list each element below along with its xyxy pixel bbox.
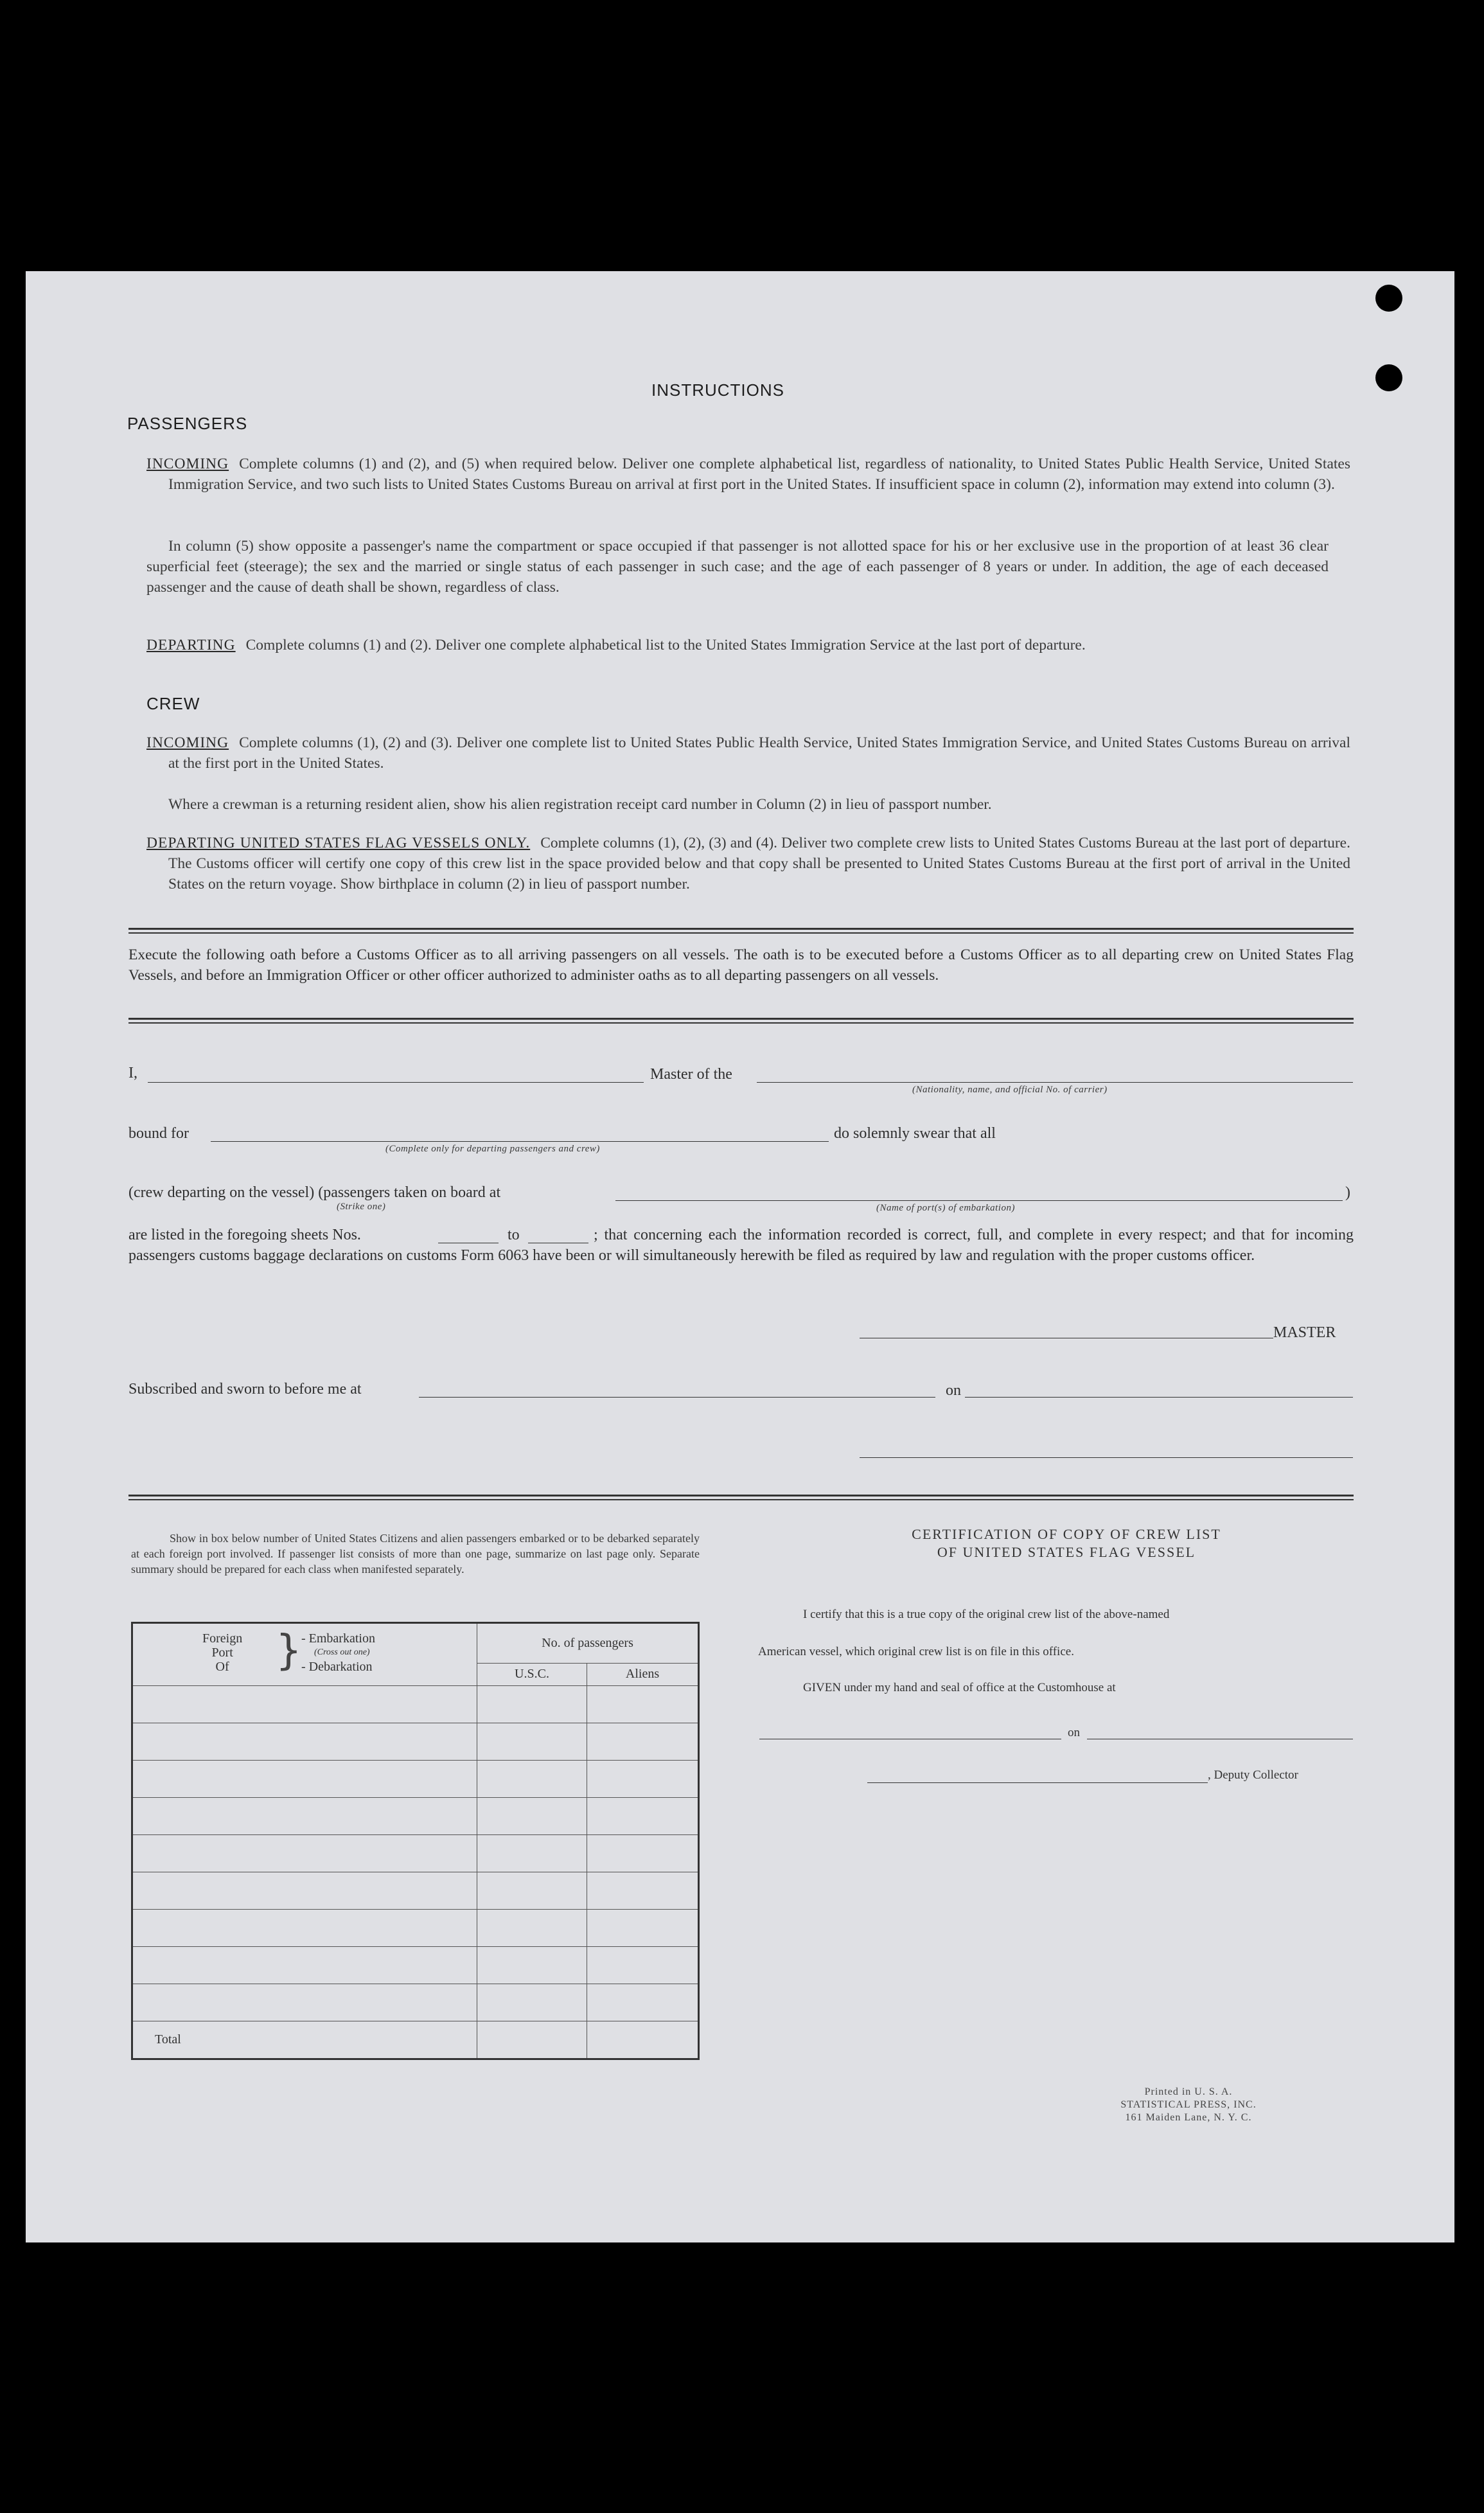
aliens-cell[interactable] [587,1798,699,1835]
crew-incoming-label: INCOMING [146,734,229,751]
passengers-departing-label: DEPARTING [146,637,236,653]
crew-departing-text: Complete columns (1), (2), (3) and (4). Deliver two complete crew lists to United States Customs Bureau at the last port of departure. The Customs officer will certify one copy of this crew list in the space provided below and that copy shall be presented to United States Customs Bureau at the first port of arrival in the United States on the return voyage. Show birthplace in column (2) in lieu of passport number. [168,835,1350,892]
bound-for-label: bound for [128,1125,189,1142]
port-cell[interactable] [132,1761,477,1798]
aliens-cell[interactable] [587,1984,699,2021]
aliens-cell[interactable] [587,1872,699,1910]
passengers-departing-text: Complete columns (1) and (2). Deliver one complete alphabetical list to the United States Immigration Service at the last port of departure. [245,637,1086,653]
no-of-passengers-header: No. of passengers [477,1623,699,1664]
usc-cell[interactable] [477,1686,587,1723]
table-row [132,1872,699,1910]
printer-line2: STATISTICAL PRESS, INC. [1120,2099,1257,2110]
passengers-column5-paragraph: In column (5) show opposite a passenger's name the compartment or space occupied if that passenger is not allotted space for his or her exclusive use in the proportion of at least 36 clear superficial feet (steerage); the sex and the married or single status of each passenger in such case; and the age of each passenger of 8 years or under. In addition, the age of each deceased passenger and the cause of death shall be shown, regardless of class. [146,538,1329,596]
port-cell[interactable] [132,1872,477,1910]
usc-cell[interactable] [477,1984,587,2021]
certification-text2: American vessel, which original crew list is on file in this office. [758,1645,1074,1658]
deputy-collector-signature-field[interactable] [867,1782,1208,1783]
bound-caption: (Complete only for departing passengers and crew) [385,1144,600,1154]
divider-top [128,928,1354,934]
foreign-label: Foreign [202,1631,243,1646]
subscribed-place-field[interactable] [419,1397,935,1398]
crew-incoming-paragraph [146,733,1350,774]
brace-icon: } [276,1627,302,1674]
usc-cell[interactable] [477,1761,587,1798]
table-row [132,1947,699,1984]
usc-total-cell[interactable] [477,2021,587,2059]
debarkation-label: - Debarkation [301,1660,373,1674]
punch-hole-top [1375,285,1402,312]
passengers-incoming-text: Complete columns (1) and (2), and (5) when required below. Deliver one complete alphabetical list, regardless of nationality, to United States Public Health Service, United States Immigration Service, and two such lists to United States Customs Bureau on arrival at first port in the United States. If insufficient space in column (2), information may extend into column (3). [168,456,1350,493]
divider-oath [128,1018,1354,1024]
aliens-header: Aliens [587,1663,699,1685]
carrier-caption: (Nationality, name, and official No. of carrier) [912,1085,1108,1095]
certification-title-line2: OF UNITED STATES FLAG VESSEL [937,1544,1196,1560]
divider-bottom [128,1495,1354,1500]
aliens-cell[interactable] [587,1723,699,1761]
total-label: Total [132,2021,477,2059]
aliens-cell[interactable] [587,1947,699,1984]
listed-text-body: ; that concerning each the information recorded is correct, full, and complete in every respect; and that for incoming passengers customs baggage declarations on customs Form 6063 have been or will simultaneously herewith be filed as required by law and regulation with the proper customs officer. [128,1227,1354,1264]
master-label: MASTER [1273,1324,1336,1341]
table-row [132,1835,699,1872]
usc-cell[interactable] [477,1910,587,1947]
oath-i-label: I, [128,1065,137,1081]
printer-line3: 161 Maiden Lane, N. Y. C. [1125,2112,1252,2123]
solemnly-swear-label: do solemnly swear that all [834,1125,996,1142]
certification-given: GIVEN under my hand and seal of office at the Customhouse at [803,1681,1116,1694]
certification-title-line1: CERTIFICATION OF COPY OF CREW LIST [912,1526,1221,1542]
port-cell[interactable] [132,1686,477,1723]
port-label: Port [211,1646,233,1660]
crew-resident-paragraph: Where a crewman is a returning resident alien, show his alien registration receipt card number in Column (2) in lieu of passport number. [168,796,992,813]
master-name-field[interactable] [148,1082,644,1083]
embarkation-port-field[interactable] [615,1200,1343,1201]
of-label: Of [215,1660,229,1674]
listed-text [128,1225,1354,1266]
table-row [132,1723,699,1761]
subscribed-label: Subscribed and sworn to before me at [128,1381,362,1398]
usc-cell[interactable] [477,1835,587,1872]
page-title: INSTRUCTIONS [651,380,784,400]
table-row [132,1761,699,1798]
printer-imprint [1111,2086,1266,2124]
crew-departing-paragraph [146,833,1350,894]
subscribed-date-field[interactable] [965,1397,1353,1398]
aliens-cell[interactable] [587,1835,699,1872]
table-row-total [132,2021,699,2059]
form-page [26,271,1454,2242]
passengers-incoming-label: INCOMING [146,456,229,472]
close-paren: ) [1345,1184,1350,1201]
crew-departing-label: DEPARTING UNITED STATES FLAG VESSELS ONLY. [146,835,531,851]
passengers-heading: PASSENGERS [127,414,248,433]
usc-cell[interactable] [477,1947,587,1984]
usc-header: U.S.C. [477,1663,587,1685]
port-cell[interactable] [132,1910,477,1947]
table-row [132,1910,699,1947]
port-cell[interactable] [132,1835,477,1872]
passengers-departing-paragraph [146,635,1350,655]
printer-line1: Printed in U. S. A. [1144,2086,1233,2097]
passengers-incoming-paragraph [146,454,1350,495]
port-cell[interactable] [132,1798,477,1835]
usc-cell[interactable] [477,1723,587,1761]
certification-text1: I certify that this is a true copy of the original crew list of the above-named [803,1608,1170,1621]
foreign-port-header [132,1623,477,1686]
passenger-summary-table [131,1622,700,2060]
certification-on: on [1068,1726,1080,1739]
crew-heading: CREW [146,694,200,713]
table-row [132,1686,699,1723]
punch-hole-bottom [1375,364,1402,391]
table-row [132,1984,699,2021]
cross-out-caption: (Cross out one) [314,1647,370,1657]
deputy-collector-label: , Deputy Collector [1208,1768,1298,1782]
aliens-total-cell[interactable] [587,2021,699,2059]
embark-caption: (Name of port(s) of embarkation) [876,1203,1015,1213]
aliens-cell[interactable] [587,1910,699,1947]
certification-title [784,1525,1349,1561]
subscribed-on-label: on [946,1382,961,1399]
to-label: to [508,1227,520,1243]
crew-departing-label: (crew departing on the vessel) (passengers taken on board at [128,1184,501,1201]
table-row [132,1798,699,1835]
summary-note: Show in box below number of United States Citizens and alien passengers embarked or to be debarked separately at each foreign port involved. If passenger list consists of more than one page, summarize on last page only. Separate summary should be prepared for each class when manifested separately. [131,1532,700,1576]
master-of-the-label: Master of the [650,1066,732,1083]
usc-cell[interactable] [477,1872,587,1910]
usc-cell[interactable] [477,1798,587,1835]
aliens-cell[interactable] [587,1761,699,1798]
carrier-field[interactable] [757,1082,1353,1083]
officer-signature-field[interactable] [860,1457,1353,1458]
aliens-cell[interactable] [587,1686,699,1723]
embarkation-label: - Embarkation [301,1631,375,1646]
strike-caption: (Strike one) [337,1202,386,1212]
port-cell[interactable] [132,1947,477,1984]
bound-for-field[interactable] [211,1141,829,1142]
crew-incoming-text: Complete columns (1), (2) and (3). Deliver one complete list to United States Public Health Service, United States Immigration Service, and United States Customs Bureau on arrival at the first port in the United States. [168,734,1350,772]
oath-instruction: Execute the following oath before a Customs Officer as to all arriving passengers on all vessels. The oath is to be executed before a Customs Officer as to all departing crew on United States Flag Vessels, and before an Immigration Officer or other officer authorized to administer oaths as to all departing passengers on all vessels. [128,946,1354,984]
port-cell[interactable] [132,1984,477,2021]
port-cell[interactable] [132,1723,477,1761]
listed-prefix: are listed in the foregoing sheets Nos. [128,1227,361,1243]
